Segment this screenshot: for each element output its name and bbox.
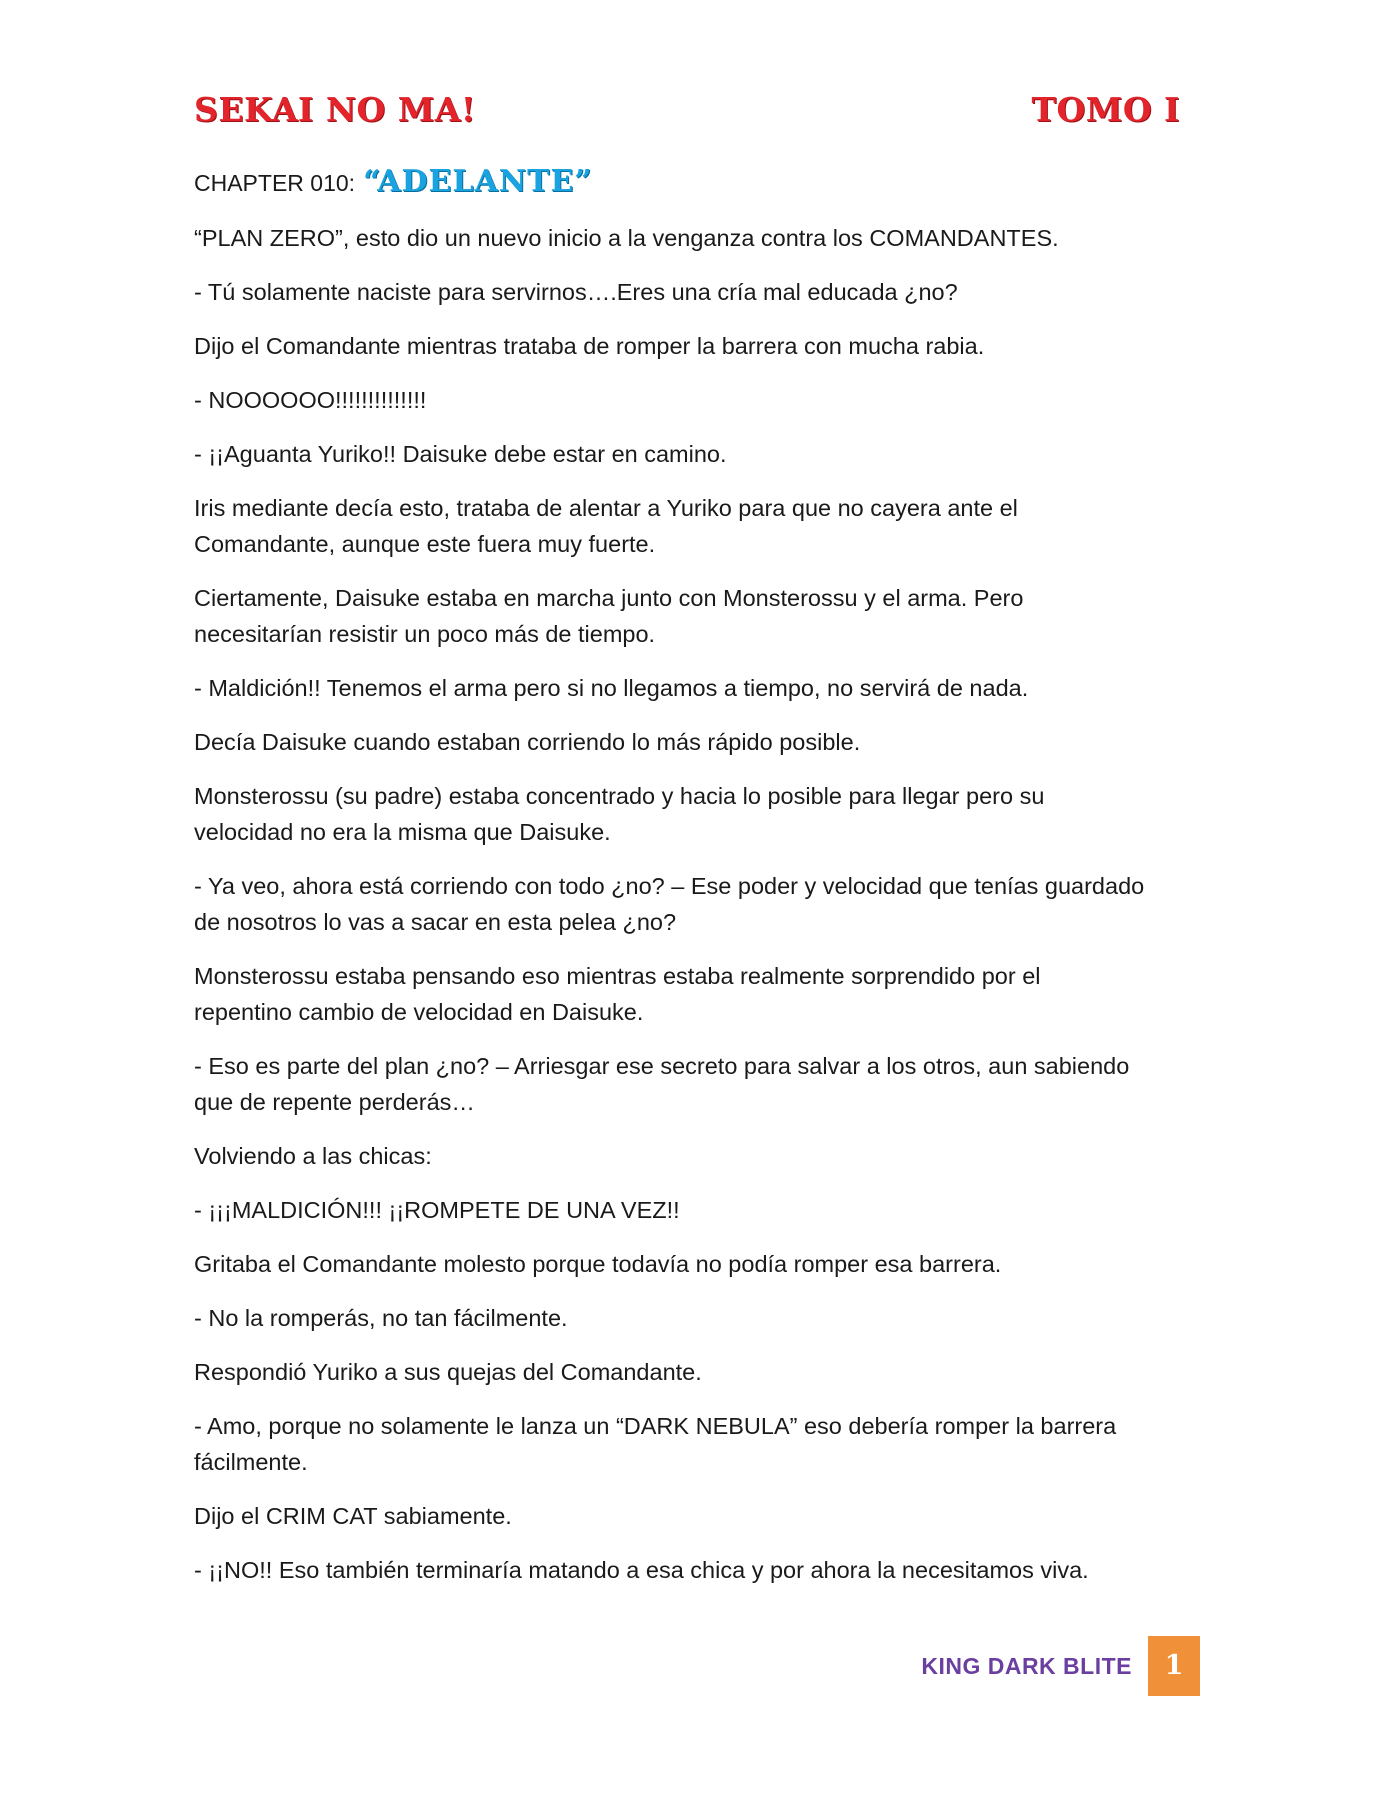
paragraph: Ciertamente, Daisuke estaba en marcha junto con Monsterossu y el arma. Pero necesitarían resistir un poco más de tiempo.: [194, 585, 1024, 647]
paragraph: Monsterossu estaba pensando eso mientras estaba realmente sorprendido por el repentino cambio de velocidad en Daisuke.: [194, 963, 1041, 1025]
paragraph: - NOOOOOO!!!!!!!!!!!!!!: [194, 387, 427, 413]
page-footer: [900, 1636, 1200, 1696]
paragraph: “PLAN ZERO”, esto dio un nuevo inicio a la venganza contra los COMANDANTES.: [194, 225, 1059, 251]
paragraph: - Ya veo, ahora está corriendo con todo ¿no? – Ese poder y velocidad que tenías guardado de nosotros lo vas a sacar en esta pelea ¿no?: [194, 873, 1145, 935]
page-header: [194, 88, 1194, 132]
paragraph: Decía Daisuke cuando estaban corriendo lo más rápido posible.: [194, 729, 861, 755]
paragraph: - ¡¡NO!! Eso también terminaría matando a esa chica y por ahora la necesitamos viva.: [194, 1557, 1089, 1583]
paragraph: Respondió Yuriko a sus quejas del Comandante.: [194, 1359, 702, 1385]
chapter-title: “ADELANTE”: [363, 164, 593, 199]
body-text: [194, 220, 1204, 1606]
chapter-heading: [194, 162, 593, 202]
paragraph: - No la romperás, no tan fácilmente.: [194, 1305, 568, 1331]
paragraph: Monsterossu (su padre) estaba concentrado y hacia lo posible para llegar pero su velocidad no era la misma que Daisuke.: [194, 783, 1045, 845]
paragraph: - Amo, porque no solamente le lanza un “DARK NEBULA” eso debería romper la barrera fácilmente.: [194, 1413, 1117, 1475]
paragraph: - ¡¡Aguanta Yuriko!! Daisuke debe estar en camino.: [194, 441, 727, 467]
paragraph: Iris mediante decía esto, trataba de alentar a Yuriko para que no cayera ante el Comandante, aunque este fuera muy fuerte.: [194, 495, 1018, 557]
paragraph: Volviendo a las chicas:: [194, 1143, 432, 1169]
paragraph: - Tú solamente naciste para servirnos….Eres una cría mal educada ¿no?: [194, 279, 958, 305]
page-number: 1: [1148, 1636, 1200, 1696]
series-title: SEKAI NO MA!: [194, 90, 476, 129]
paragraph: Gritaba el Comandante molesto porque todavía no podía romper esa barrera.: [194, 1251, 1002, 1277]
chapter-label: CHAPTER 010:: [194, 170, 356, 196]
paragraph: - Eso es parte del plan ¿no? – Arriesgar ese secreto para salvar a los otros, aun sabiendo que de repente perderás…: [194, 1053, 1130, 1115]
paragraph: - ¡¡¡MALDICIÓN!!! ¡¡ROMPETE DE UNA VEZ!!: [194, 1197, 680, 1223]
author-name: KING DARK BLITE: [921, 1653, 1132, 1679]
paragraph: - Maldición!! Tenemos el arma pero si no llegamos a tiempo, no servirá de nada.: [194, 675, 1029, 701]
paragraph: Dijo el Comandante mientras trataba de romper la barrera con mucha rabia.: [194, 333, 985, 359]
volume-title: TOMO I: [1031, 90, 1180, 129]
paragraph: Dijo el CRIM CAT sabiamente.: [194, 1503, 512, 1529]
